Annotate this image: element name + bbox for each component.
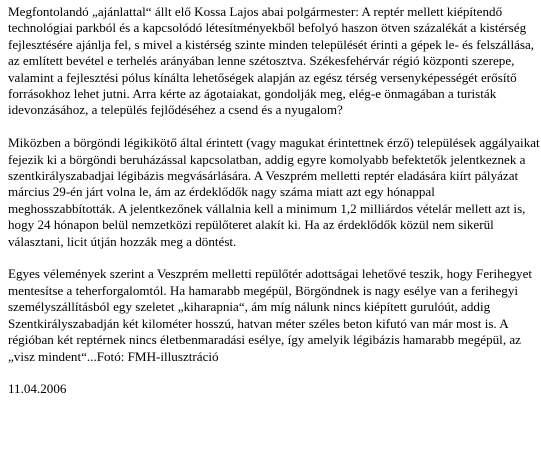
paragraph-3: Egyes vélemények szerint a Veszprém melletti repülőtér adottságai lehetővé teszik, hogy Ferihegyet mentesítse a teherforgalomtól. Ha hamarabb megépül, Börgöndnek is nagy esélye van a ferihegyi személyszállításból egy szeletet „kiharapnia“, ám míg nálunk nincs kiépített gurulóút, addig Szentkirályszabadján két kilométer hosszú, hatvan méter széles beton kifutó van már most is. A régióban két reptérnek nincs életbenmaradási esélye, így amelyik légibázis hamarabb megépül, az „visz mindent“...Fotó: FMH-illusztráció xyxy=(8,266,533,364)
article-body xyxy=(8,4,540,398)
paragraph-2: Miközben a börgöndi légikikötő által érintett (vagy magukat érintettnek érző) települések aggályaikat fejezik ki a börgöndi beruházással kapcsolatban, addig egyre komolyabb befektetők jelentkeznek a szentkirályszabadjai légibázis megvásárlására. A Veszprém melletti reptér eladására kiírt pályázat március 29-én járt volna le, ám az érdeklődők nagy száma miatt azt egy hónappal meghosszabbították. A jelentkezőnek vállalnia kell a minimum 1,2 milliárdos vételár mellett azt is, hogy 24 hónapon belül nemzetközi repülőteret alakít ki. Ha az érdeklődők közül nem sikerül választani, licit útján hozzák meg a döntést. xyxy=(8,135,540,249)
article-date: 11.04.2006 xyxy=(8,381,67,397)
paragraph-1: Megfontolandó „ajánlattal“ állt elő Kossa Lajos abai polgármester: A reptér mellett kiépítendő technológiai parkból és a kapcsolódó létesítményekből befolyó haszon ötven százalékát a kistérség fejlesztésére ajánlja fel, s mivel a kistérség szinte minden települését érinti a gépek le- és felszállása, az említett bevétel e terhelés arányában lenne szétosztva. Székesfehérvár régió központi szerepe, valamint a fejlesztési pólus kínálta lehetőségek alapján az egész térség versenyképességét erősítő forrásokhoz lehet jutni. Arra kérte az ágotaiakat, gondolják meg, elég-e önmagában a turisták idevonzásához, a település fejlődéséhez a csend és a nyugalom? xyxy=(8,4,535,118)
